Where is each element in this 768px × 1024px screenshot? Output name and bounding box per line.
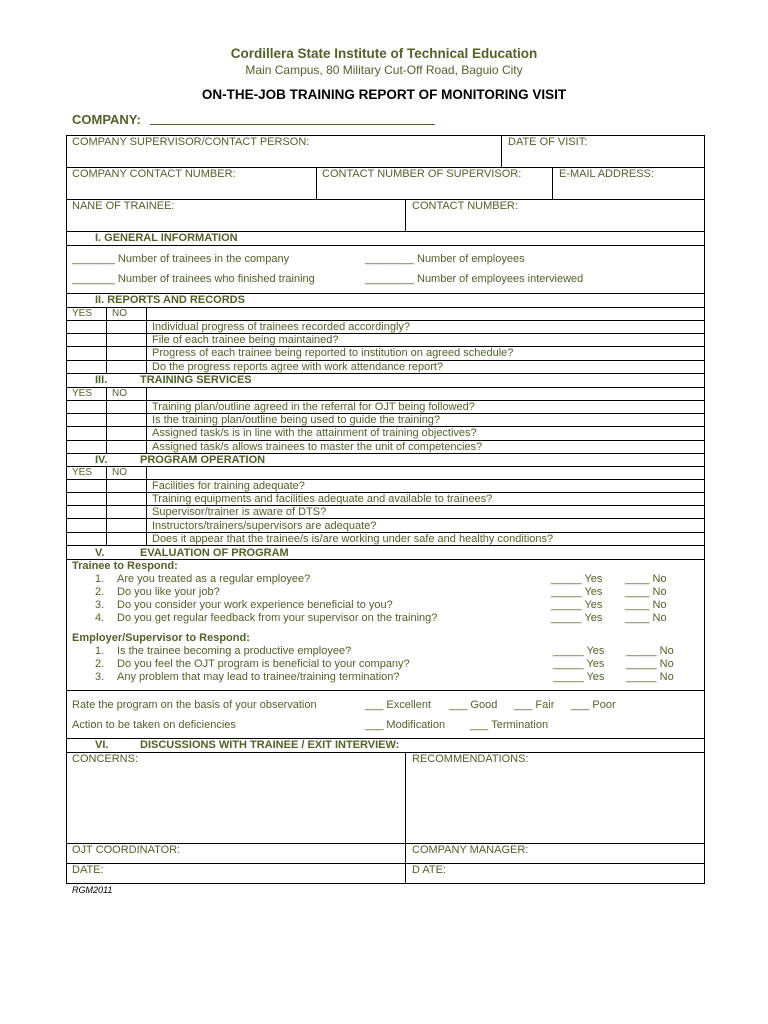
checklist-item: Do the progress reports agree with work attendance report? xyxy=(152,361,444,373)
yes-option[interactable]: _____ Yes xyxy=(553,658,605,670)
question-number: 3. xyxy=(95,599,105,611)
employer-question: Any problem that may lead to trainee/training termination? xyxy=(117,671,400,683)
col-divider xyxy=(316,167,317,199)
no-option[interactable]: _____ No xyxy=(626,671,674,683)
section-2-heading: II. REPORTS AND RECORDS xyxy=(95,294,245,306)
yes-option[interactable]: _____ Yes xyxy=(553,645,605,657)
no-option[interactable]: ____ No xyxy=(625,612,667,624)
yes-option[interactable]: _____ Yes xyxy=(553,671,605,683)
ojt-coordinator-label: OJT COORDINATOR: xyxy=(72,844,181,856)
form-code: RGM2011 xyxy=(72,885,113,895)
row-divider xyxy=(66,245,705,246)
action-termination-option[interactable]: ___ Termination xyxy=(470,719,549,731)
col-divider xyxy=(146,466,147,545)
no-option[interactable]: ____ No xyxy=(625,599,667,611)
general-info-item: ________ Number of employees interviewed xyxy=(365,273,584,285)
no-column-header: NO xyxy=(112,308,127,319)
section-4-heading: PROGRAM OPERATION xyxy=(140,454,266,466)
institute-address: Main Campus, 80 Military Cut-Off Road, Baguio City xyxy=(245,63,523,77)
col-divider xyxy=(146,387,147,453)
general-info-item: _______ Number of trainees who finished training xyxy=(72,273,315,285)
trainee-question: Do you consider your work experience beneficial to you? xyxy=(117,599,393,611)
section-6-number: VI. xyxy=(95,739,109,751)
checklist-item: Is the training plan/outline being used to guide the training? xyxy=(152,414,441,426)
section-5-heading: EVALUATION OF PROGRAM xyxy=(140,547,289,559)
recommendations-label: RECOMMENDATIONS: xyxy=(412,753,529,765)
employer-question: Is the trainee becoming a productive employee? xyxy=(117,645,352,657)
no-option[interactable]: ____ No xyxy=(625,573,667,585)
date-label: D ATE: xyxy=(412,864,447,876)
date-visit-label: DATE OF VISIT: xyxy=(508,136,588,148)
yes-column-header: YES xyxy=(72,467,93,478)
question-number: 2. xyxy=(95,658,105,670)
checklist-item: Facilities for training adequate? xyxy=(152,480,305,492)
form-title: ON-THE-JOB TRAINING REPORT OF MONITORING VISIT xyxy=(201,87,567,102)
yes-option[interactable]: _____ Yes xyxy=(551,599,603,611)
institute-name: Cordillera State Institute of Technical Education xyxy=(230,46,538,61)
checklist-item: Training equipments and facilities adequate and available to trainees? xyxy=(152,493,493,505)
date-label: DATE: xyxy=(72,864,104,876)
checklist-item: Supervisor/trainer is aware of DTS? xyxy=(152,506,327,518)
checklist-item: Individual progress of trainees recorded accordingly? xyxy=(152,321,411,333)
question-number: 1. xyxy=(95,645,105,657)
question-number: 4. xyxy=(95,612,105,624)
company-label: COMPANY: xyxy=(72,112,141,127)
trainee-name-label: NANE OF TRAINEE: xyxy=(72,200,175,212)
company-manager-label: COMPANY MANAGER: xyxy=(412,844,529,856)
row-divider xyxy=(66,863,705,864)
action-modification-option[interactable]: ___ Modification xyxy=(365,719,446,731)
row-divider xyxy=(66,752,705,753)
trainee-question: Are you treated as a regular employee? xyxy=(117,573,311,585)
general-info-item: ________ Number of employees xyxy=(365,253,525,265)
section-3-number: III. xyxy=(95,374,108,386)
question-number: 2. xyxy=(95,586,105,598)
section-3-heading: TRAINING SERVICES xyxy=(140,374,252,386)
yes-column-header: YES xyxy=(72,308,93,319)
supervisor-label: COMPANY SUPERVISOR/CONTACT PERSON: xyxy=(72,136,310,148)
trainee-question: Do you like your job? xyxy=(117,586,220,598)
rate-poor-option[interactable]: ___ Poor xyxy=(571,699,616,711)
col-divider xyxy=(106,466,107,545)
yes-option[interactable]: _____ Yes xyxy=(551,612,603,624)
supervisor-contact-label: CONTACT NUMBER OF SUPERVISOR: xyxy=(322,168,522,180)
row-divider xyxy=(66,466,705,467)
checklist-item: Assigned task/s is in line with the attainment of training objectives? xyxy=(152,427,477,439)
trainee-respond-heading: Trainee to Respond: xyxy=(72,560,178,572)
question-number: 3. xyxy=(95,671,105,683)
no-option[interactable]: _____ No xyxy=(626,645,674,657)
no-option[interactable]: ____ No xyxy=(625,586,667,598)
general-info-item: _______ Number of trainees in the company xyxy=(72,253,290,265)
trainee-question: Do you get regular feedback from your supervisor on the training? xyxy=(117,612,438,624)
employer-respond-heading: Employer/Supervisor to Respond: xyxy=(72,632,250,644)
col-divider xyxy=(405,199,406,231)
col-divider xyxy=(501,135,502,167)
rate-excellent-option[interactable]: ___ Excellent xyxy=(365,699,432,711)
yes-option[interactable]: _____ Yes xyxy=(551,586,603,598)
row-divider xyxy=(66,518,705,519)
col-divider xyxy=(106,307,107,373)
no-column-header: NO xyxy=(112,467,127,478)
checklist-item: Progress of each trainee being reported to institution on agreed schedule? xyxy=(152,347,514,359)
section-4-number: IV. xyxy=(95,454,108,466)
row-divider xyxy=(66,387,705,388)
row-divider xyxy=(66,545,705,546)
col-divider xyxy=(106,387,107,453)
no-column-header: NO xyxy=(112,388,127,399)
checklist-item: Does it appear that the trainee/s is/are working under safe and healthy conditions? xyxy=(152,533,554,545)
question-number: 1. xyxy=(95,573,105,585)
col-divider xyxy=(146,307,147,373)
action-label: Action to be taken on deficiencies xyxy=(72,719,236,731)
checklist-item: File of each trainee being maintained? xyxy=(152,334,339,346)
checklist-item: Instructors/trainers/supervisors are adequate? xyxy=(152,520,377,532)
email-label: E-MAIL ADDRESS: xyxy=(559,168,654,180)
section-1-heading: I. GENERAL INFORMATION xyxy=(95,232,238,244)
employer-question: Do you feel the OJT program is beneficial to your company? xyxy=(117,658,410,670)
rate-label: Rate the program on the basis of your observation xyxy=(72,699,317,711)
yes-column-header: YES xyxy=(72,388,93,399)
row-divider xyxy=(66,690,705,691)
concerns-label: CONCERNS: xyxy=(72,753,139,765)
section-6-heading: DISCUSSIONS WITH TRAINEE / EXIT INTERVIEW: xyxy=(140,739,400,751)
company-contact-label: COMPANY CONTACT NUMBER: xyxy=(72,168,236,180)
trainee-contact-label: CONTACT NUMBER: xyxy=(412,200,518,212)
col-divider xyxy=(405,752,406,884)
yes-option[interactable]: _____ Yes xyxy=(551,573,603,585)
checklist-item: Training plan/outline agreed in the referral for OJT being followed? xyxy=(152,401,475,413)
row-divider xyxy=(66,307,705,308)
rate-fair-option[interactable]: ___ Fair xyxy=(514,699,555,711)
no-option[interactable]: _____ No xyxy=(626,658,674,670)
col-divider xyxy=(552,167,553,199)
checklist-item: Assigned task/s allows trainees to master the unit of competencies? xyxy=(152,441,483,453)
section-5-number: V. xyxy=(95,547,105,559)
rate-good-option[interactable]: ___ Good xyxy=(449,699,498,711)
company-field-line[interactable] xyxy=(150,124,435,125)
